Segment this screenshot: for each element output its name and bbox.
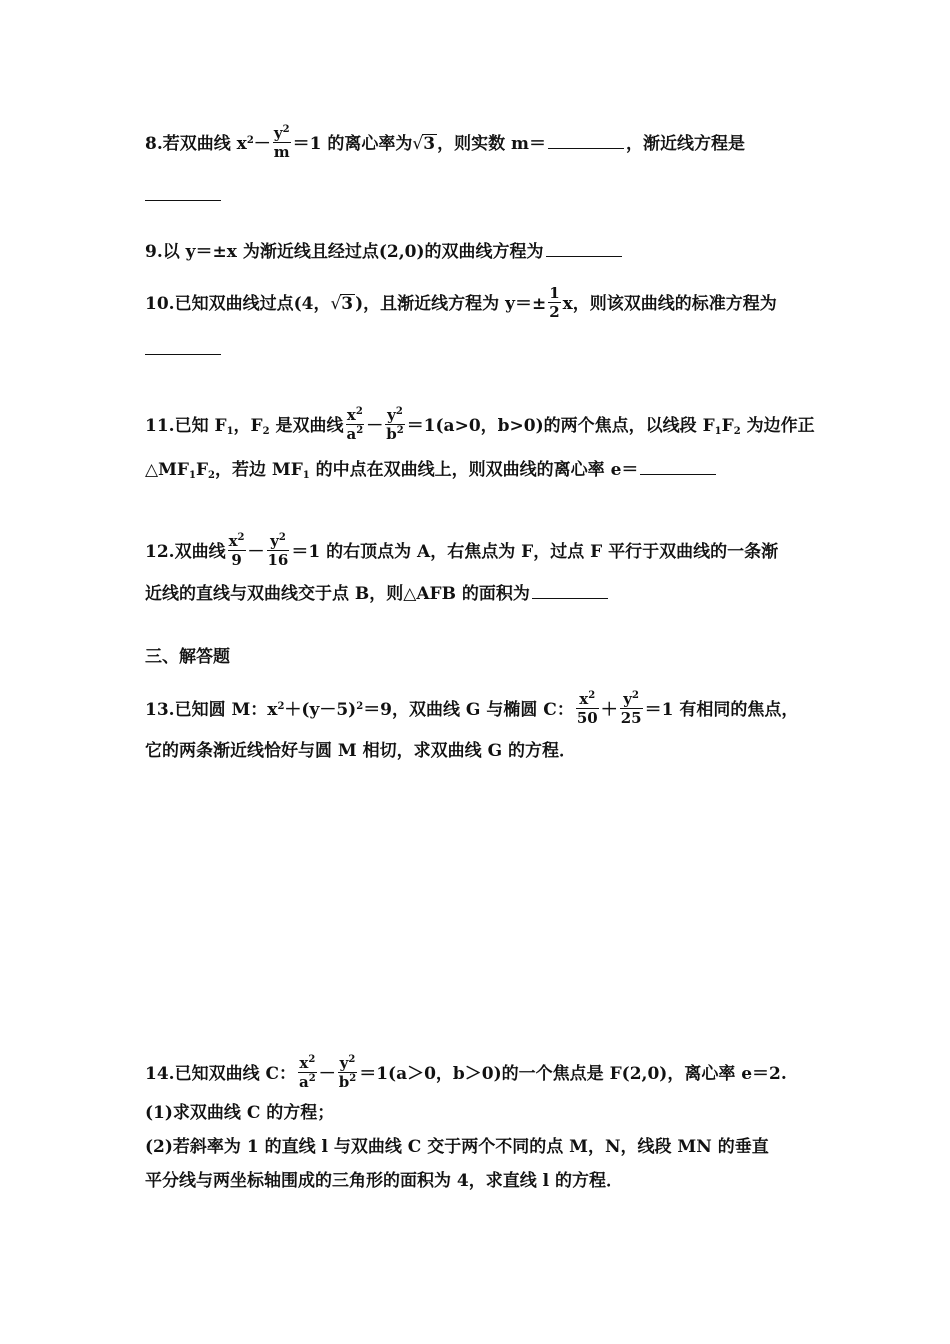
fraction-y2-over-16: $\frac{y^2}{16}$ [267,532,289,569]
answer-blank-q10[interactable] [145,338,221,355]
fraction-y2-over-m: $\frac{y^2}{m}$ [273,124,290,161]
answer-blank-q11[interactable] [640,458,716,475]
question-8-line-2 [145,184,221,207]
radical-sign: √ [330,294,342,314]
answer-blank-q9[interactable] [546,240,622,257]
fraction-x2-over-a2: $\frac{x^2}{a^2}$ [346,406,364,443]
fraction-x2-over-9: $\frac{x^2}{9}$ [228,532,245,569]
question-14-subquestion-2-line-1: (2)若斜率为 1 的直线 l 与双曲线 C 交于两个不同的点 M，N，线段 MN 的垂直 [145,1137,769,1157]
question-13-line-2: 它的两条渐近线恰好与圆 M 相切，求双曲线 G 的方程． [145,741,577,761]
answer-blank-asymptote[interactable] [145,184,221,201]
question-11-line-2: $\triangle MF_1F_2$，若边 $MF_1$ 的中点在双曲线上，则双曲线的离心率 e＝ [145,458,718,481]
question-14-subquestion-2-line-2: 平分线与两坐标轴围成的三角形的面积为 4，求直线 l 的方程． [145,1171,624,1191]
fraction-1-over-2: $\frac{1}{2}$ [549,284,560,321]
fraction-x2-over-a2: $\frac{x^2}{a^2}$ [299,1054,316,1091]
question-12-line-1: 12.双曲线 $\frac{x^2}{9}$ － $\frac{y^2}{16}$ ＝1 的右顶点为 A，右焦点为 F，过点 F 平行于双曲线的一条渐 [145,532,779,569]
question-14-line-1: 14.已知双曲线 C： $\frac{x^2}{a^2}$ － $\frac{y^2}{b^2}$ ＝1(a＞0，b＞0)的一个焦点是 F(2,0)，离心率 e＝2. [145,1054,787,1091]
fraction-y2-over-b2: $\frac{y^2}{b^2}$ [386,406,404,443]
sqrt-3: 3 [423,134,436,154]
fraction-y2-over-b2: $\frac{y^2}{b^2}$ [338,1054,357,1091]
question-11-line-1: 11.已知 $F_1$，$F_2$ 是双曲线 $\frac{x^2}{a^2}$ － $\frac{y^2}{b^2}$ ＝1(a>0，b>0)的两个焦点，以线段 $F_1F_2$ 为边作正 [145,406,815,443]
question-12-line-2: 近线的直线与双曲线交于点 B，则△AFB 的面积为 [145,582,610,605]
fraction-x2-over-50: $\frac{x^2}{50}$ [576,690,598,727]
fraction-y2-over-25: $\frac{y^2}{25}$ [620,690,642,727]
sqrt-3: 3 [341,294,354,314]
question-14-subquestion-1: (1)求双曲线 C 的方程； [145,1103,335,1123]
question-9: 9.以 y＝±x 为渐近线且经过点(2,0)的双曲线方程为 [145,240,624,263]
answer-blank-q12[interactable] [532,582,608,599]
question-8-line-1: 8.若双曲线 $x^2-$ $\frac{y^2}{m}$ ＝1 的离心率为√3 ，则实数 m＝ ，渐近线方程是 [145,124,745,161]
question-10-line-2 [145,338,221,361]
radical-sign: √ [412,134,424,154]
question-13-line-1: 13.已知圆 M：$x^2+(y-5)^2=9$，双曲线 G 与椭圆 C： $\frac{x^2}{50}$ ＋ $\frac{y^2}{25}$ ＝1 有相同的焦点， [145,690,799,727]
answer-blank-m[interactable] [548,132,624,149]
question-10-line-1: 10.已知双曲线过点(4，√3 )，且渐近线方程为 y＝± $\frac{1}{2}$ x，则该双曲线的标准方程为 [145,284,777,321]
section-heading-answer-questions: 三、解答题 [145,647,230,667]
